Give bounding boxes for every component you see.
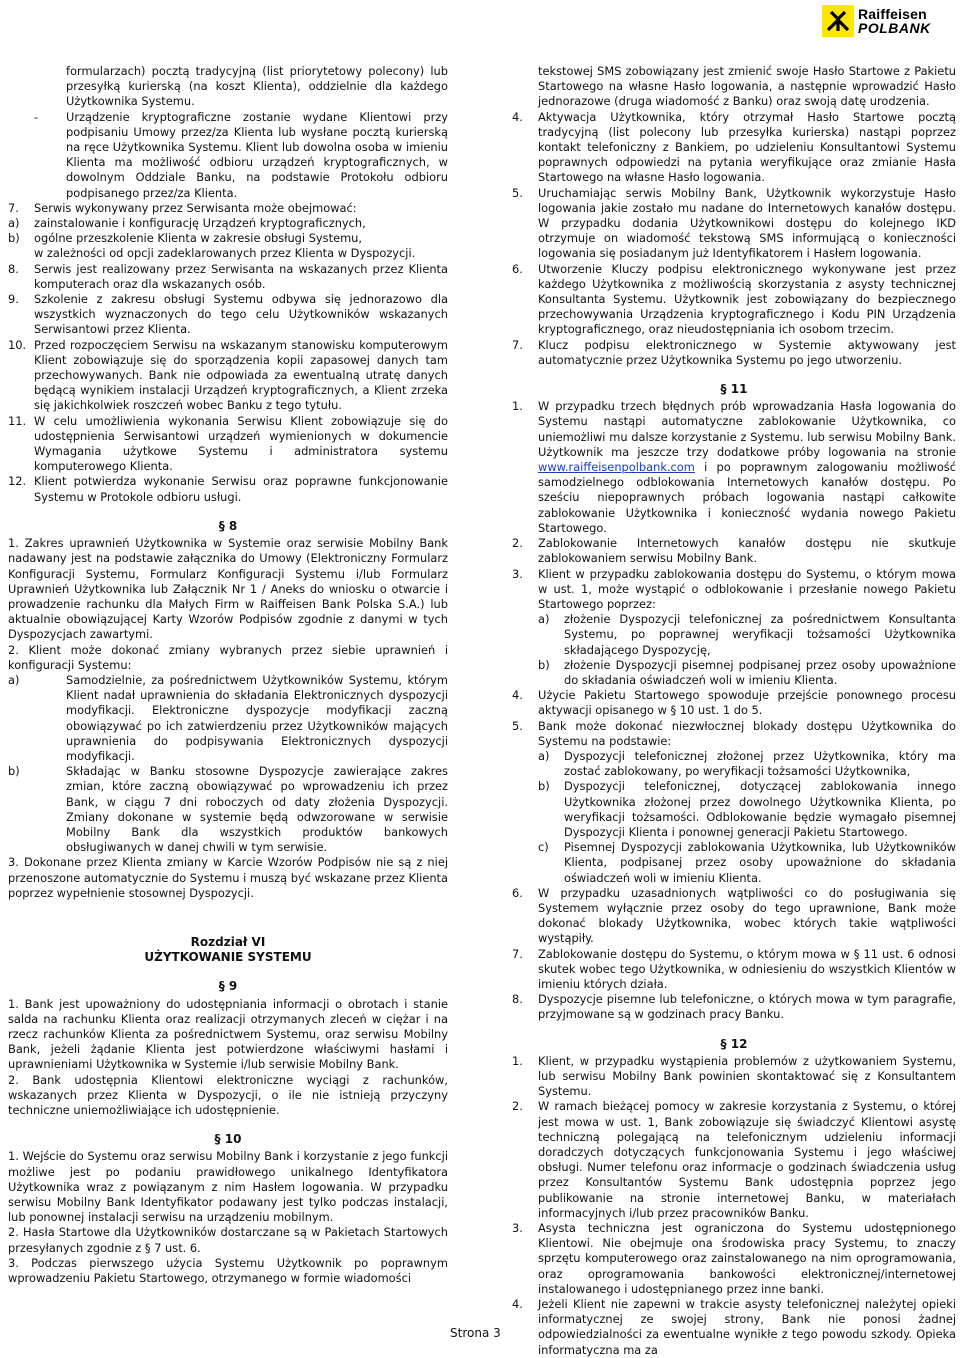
item-number: b): [538, 657, 550, 672]
item-text: Zablokowanie dostępu do Systemu, o którym mowa w § 11 ust. 6 odnosi skutek wobec tego Użytkownika, w odniesieniu do wszystkich Klientów w imieniu których działa.: [538, 946, 956, 991]
list-item: [512, 536, 956, 566]
item-number: 4.: [512, 688, 523, 703]
item-text: i po poprawnym zalogowaniu możliwość samodzielnego odblokowania Internetowych kanałów dostępu. Po sześciu niepoprawnych próbach logowania nastąpi całkowite zablokowanie Użytkownika i konieczność wydania nowego Pakietu Startowego.: [538, 460, 956, 535]
item-text: Hasła Startowe dla Użytkowników dostarczane są w Pakietach Startowych przesyłanych zgodnie z § 7 ust. 6.: [8, 1225, 448, 1255]
list-item: [512, 1297, 956, 1358]
item-number: a): [8, 672, 20, 687]
list-item: [512, 719, 956, 749]
item-number: 6.: [512, 261, 523, 276]
item-text: Jeżeli Klient nie zapewni w trakcie asysty telefonicznej należytej opieki informatycznej ze swojej strony, Bank nie ponosi żadnej odpowiedzialności za ewentualne wynikłe z tego powodu szkody. Opieka informatyczna ma za: [538, 1297, 956, 1357]
item-number: b): [538, 779, 550, 794]
list-item: [512, 1099, 956, 1221]
item-number: 8.: [512, 992, 523, 1007]
item-text: Bank udostępnia Klientowi elektroniczne wyciągi z rachunków, wskazanych przez Klienta w Dyspozycji, o ile nie istnieją przyczyny techniczne uniemożliwiające ich udostępnienie.: [8, 1072, 448, 1117]
item-text: Serwis jest realizowany przez Serwisanta na wskazanych przez Klienta komputerach oraz dla wskazanych osób.: [34, 261, 448, 291]
list-item: [512, 688, 956, 718]
list-item: [8, 997, 448, 1073]
item-text: Klient, w przypadku wystąpienia problemów z użytkowaniem Systemu, lub serwisu Mobilny Bank powinien skontaktować się z Konsultantem Systemu.: [538, 1053, 956, 1099]
item-text: Bank może dokonać niezwłocznej blokady dostępu Użytkownika do Systemu na podstawie:: [538, 718, 956, 748]
item-number: 2.: [512, 1099, 523, 1114]
item-text: W przypadku uzasadnionych wątpliwości co do posługiwania się Systemem wyłącznie przez osoby do tego uprawnione, Bank może dokonać blokady Użytkownika, wobec których takie wątpliwości wystąpiły.: [538, 885, 956, 946]
item-number: 7.: [512, 337, 523, 352]
right-column: [512, 64, 956, 1358]
item-text: Dyspozycji telefonicznej, dotyczącej zablokowania innego Użytkownika złożonej przez dowolnego Użytkownika Klienta, po weryfikacji tożsamości. Odblokowanie będzie wymagało pisemnej Dyspozycji Klienta i ponownej generacji Pakietu Startowego.: [564, 779, 956, 839]
list-item: [8, 1225, 448, 1255]
list-item: [512, 1054, 956, 1100]
website-link[interactable]: www.raiffeisenpolbank.com: [538, 460, 695, 475]
item-number: a): [8, 216, 20, 231]
item-text: Asysta techniczna jest ograniczona do Systemu udostępnionego Klientowi. Nie obejmuje ona środowiska pracy Systemu, to znaczy sprzętu komputerowego oraz zainstalowanego na nim oprogramowania, oraz oprogramowania bankowości elektronicznej/internetowej instalowanego i udostępnianego przez inne banki.: [538, 1221, 956, 1296]
item-number: 3.: [8, 1255, 32, 1270]
item-text: Zakres uprawnień Użytkownika w Systemie oraz serwisie Mobilny Bank nadawany jest na podstawie załącznika do Umowy (Elektroniczny Formularz Konfiguracji Systemu, Formularz Konfiguracji Systemu i/lub Formularz Uprawnień Użytkownika lub Załącznik Nr 1 / Aneks do wniosku o otwarcie i prowadzenie rachunku dla Małych Firm w Raiffeisen Bank Polska S.A.) lub aktualnie obowiązującej Karty Wzorów Podpisów zgodnie z danymi w tych Dyspozycjach zawartymi.: [8, 536, 448, 642]
item-text: złożenie Dyspozycji pisemnej podpisanej przez osoby upoważnione do składania oświadczeń woli w imieniu Klienta.: [564, 657, 956, 687]
item-text: Szkolenie z zakresu obsługi Systemu odbywa się jednorazowo dla wszystkich wyznaczonych do tego celu Użytkowników wskazanych Serwisantowi przez Klienta.: [34, 292, 448, 337]
item-text: formularzach) pocztą tradycyjną (list priorytetowy polecony) lub przesyłką kurierską (na koszt Klienta), oddzielnie dla każdego Użytkownika Systemu.: [66, 64, 448, 109]
item-number: 1.: [512, 1053, 523, 1068]
item-text: Utworzenie Kluczy podpisu elektronicznego wykonywane jest przez każdego Użytkownika z możliwością skorzystania z asysty technicznej Konsultanta Systemu. Użytkownik jest zobowiązany do bezpiecznego przechowywania Urządzenia kryptograficznego i Kodu PIN Urządzenia kryptograficznego, oraz nieudostępniania ich osobom trzecim.: [538, 261, 956, 337]
left-column: [8, 64, 448, 1286]
item-text: W przypadku trzech błędnych prób wprowadzania Hasła logowania do Systemu nastąpi automatyczne zablokowanie Użytkownika, co uniemożliwi mu dalsze korzystanie z Systemu. lub serwisu Mobilny Bank. Użytkownik ma jeszcze trzy dodatkowe próby logowania na stronie: [538, 399, 956, 459]
list-item: [512, 658, 956, 688]
item-number: 2.: [8, 642, 29, 657]
item-text: Bank jest upoważniony do udostępniania informacji o obrotach i stanie salda na rachunku Klienta oraz realizacji otrzymanych zleceń w ciężar i na rzecz rachunków Klienta za pośrednictwem Systemu, oraz serwisu Mobilny Bank, jeżeli żądanie Klienta jest potwierdzone właściwymi hasłami i uprawnieniami Użytkownika w Systemie i/lub serwisie Mobilny Bank.: [8, 996, 448, 1072]
item-number: 11.: [8, 413, 27, 428]
item-text: Dyspozycje pisemne lub telefoniczne, o których mowa w tym paragrafie, przyjmowane są w godzinach pracy Banku.: [538, 992, 956, 1022]
item-number: 4.: [512, 109, 523, 124]
list-item: [8, 338, 448, 414]
list-item: [8, 1256, 448, 1286]
item-text: Zablokowanie Internetowych kanałów dostępu nie skutkuje zablokowaniem serwisu Mobilny Bank.: [538, 536, 956, 566]
list-item: [8, 474, 448, 504]
item-number: 2.: [8, 1072, 33, 1087]
list-item: [512, 840, 956, 886]
page-number: Strona 3: [450, 1326, 501, 1340]
item-number: 12.: [8, 474, 27, 489]
item-number: a): [538, 748, 550, 763]
item-number: 2.: [8, 1225, 23, 1240]
item-text: Uruchamiając serwis Mobilny Bank, Użytkownik wykorzystuje Hasło logowania jakie zostało mu nadane do Internetowych kanałów dostępu. W przypadku dodania Użytkownikowi dostępu do kolejnego IKD otrzymuje on wiadomość tekstową SMS informującą o konieczności logowania się posiadanym już Identyfikatorem i Hasłem logowania.: [538, 185, 956, 261]
item-number: 1.: [512, 399, 523, 414]
list-item: [8, 673, 448, 764]
raiffeisen-gable-icon: [822, 5, 854, 37]
list-item: [8, 231, 448, 246]
item-number: 7.: [512, 946, 523, 961]
list-item: [8, 764, 448, 855]
list-item: [8, 292, 448, 338]
item-number: c): [538, 840, 549, 855]
item-number: 3.: [512, 1221, 523, 1236]
item-number: 5.: [512, 185, 523, 200]
item-text: Klient może dokonać zmiany wybranych przez siebie uprawnień i konfiguracji Systemu:: [8, 642, 448, 672]
item-text: Dokonane przez Klienta zmiany w Karcie Wzorów Podpisów nie są z niej przenoszone automatycznie do Systemu i muszą być wskazane przez Klienta poprzez wypełnienie stosownej Dyspozycji.: [8, 855, 449, 900]
list-item: [512, 262, 956, 338]
item-text: złożenie Dyspozycji telefonicznej za pośrednictwem Konsultanta Systemu, po poprawnej weryfikacji tożsamości Użytkownika składającego Dyspozycję,: [564, 612, 956, 657]
item-number: -: [34, 109, 39, 124]
list-item: [512, 567, 956, 613]
list-item: [8, 64, 448, 110]
item-number: a): [538, 612, 550, 627]
list-item: [512, 612, 956, 658]
item-number: 1.: [8, 536, 25, 551]
item-number: 3.: [512, 566, 523, 581]
item-text: Klient potwierdza wykonanie Serwisu oraz poprawne funkcjonowanie Systemu w Protokole odbioru usługi.: [34, 474, 448, 504]
item-text: Podczas pierwszego użycia Systemu Użytkownik po poprawnym wprowadzeniu Pakietu Startowego, otrzymanego w formie wiadomości: [8, 1255, 448, 1286]
list-item: [512, 749, 956, 779]
item-text: tekstowej SMS zobowiązany jest zmienić swoje Hasło Startowe z Pakietu Startowego na własne Hasło logowania, a następnie wprowadzić Hasło jednorazowe (druga wiadomość z Banku) oraz swoją datę urodzenia.: [538, 64, 956, 109]
item-text: Użycie Pakietu Startowego spowoduje przejście ponownego procesu aktywacji opisanego w § 10 ust. 1 do 5.: [538, 688, 956, 718]
list-item: [8, 414, 448, 475]
list-item: [512, 64, 956, 110]
list-item: [8, 855, 448, 901]
item-text: w zależności od opcji zadeklarowanych przez Klienta w Dyspozycji.: [34, 246, 416, 261]
item-text: Urządzenie kryptograficzne zostanie wydane Klientowi przy podpisaniu Umowy przez/za Klienta lub wysłane pocztą kurierską na ręce Użytkownika Systemu. Klient lub dowolna osoba w imieniu Klienta ma możliwość odbioru urządzeń kryptograficznych, w dowolnym Oddziale Banku, na podstawie Protokołu odbioru podpisanego przez/za Klienta.: [66, 109, 448, 200]
list-item: [8, 536, 448, 642]
item-number: 2.: [512, 536, 523, 551]
list-item: [512, 947, 956, 993]
chapter-title: UŻYTKOWANIE SYSTEMU: [144, 950, 312, 965]
item-number: 10.: [8, 337, 27, 352]
item-number: b): [8, 231, 20, 246]
chapter-number: Rozdział VI: [190, 934, 266, 949]
section-12-title: § 12: [720, 1036, 748, 1051]
item-number: 1.: [8, 1149, 23, 1164]
list-item: [8, 110, 448, 201]
list-item: [512, 186, 956, 262]
raiffeisen-polbank-logo: [822, 2, 954, 40]
list-item: [512, 338, 956, 368]
list-item: [512, 110, 956, 186]
list-item: [512, 992, 956, 1022]
item-text: Klucz podpisu elektronicznego w Systemie aktywowany jest automatycznie przez Użytkownika Systemu po jego utworzeniu.: [538, 337, 956, 367]
item-text: Dyspozycji telefonicznej złożonej przez Użytkownika, który ma zostać zablokowany, po weryfikacji tożsamości Użytkownika,: [564, 748, 956, 779]
section-9-title: § 9: [218, 979, 238, 994]
item-text: Pisemnej Dyspozycji zablokowania Użytkownika, lub Użytkowników Klienta, podpisanej przez osoby upoważnione do składania oświadczeń woli w imieniu Klienta.: [564, 840, 956, 885]
item-text: Klient w przypadku zablokowania dostępu do Systemu, o którym mowa w ust. 1, może wystąpić o odblokowanie i przesłanie nowego Pakietu Startowego poprzez:: [538, 566, 956, 611]
item-text: Składając w Banku stosowne Dyspozycje zawierające zakres zmian, które zaczną obowiązywać po wprowadzeniu ich przez Bank, w ciągu 7 dni roboczych od daty złożenia Dyspozycji. Zmiany dokonane w systemie będą odwzorowane w serwisie Mobilny Bank dla wszystkich produktów bankowych obsługiwanych w danej chwili w tym serwisie.: [66, 764, 448, 855]
item-text: Serwis wykonywany przez Serwisanta może obejmować:: [34, 200, 357, 215]
item-number: 8.: [8, 261, 19, 276]
list-item: [512, 779, 956, 840]
item-text: Aktywacja Użytkownika, który otrzymał Hasło Startowe pocztą tradycyjną (list polecony lub przesyłka kurierska) nastąpi poprzez kontakt telefoniczny z Bankiem, po udzieleniu Konsultantowi Systemu poprawnych odpowiedzi na pytania weryfikujące oraz zmianie Hasła Startowego na własne Hasło logowania.: [538, 109, 956, 185]
item-number: b): [8, 764, 20, 779]
item-number: 4.: [512, 1297, 523, 1312]
item-number: 6.: [512, 885, 523, 900]
item-text: W celu umożliwienia wykonania Serwisu Klient zobowiązuje się do udostępnienia Serwisantowi urządzeń wymienionych w dokumencie Wymagania użytkowe Systemu i administratora systemu komputerowego Klienta.: [34, 413, 448, 474]
logo-line2: POLBANK: [858, 20, 931, 36]
item-number: 7.: [8, 200, 19, 215]
item-text: zainstalowanie i konfigurację Urządzeń kryptograficznych,: [34, 216, 366, 231]
list-item: [8, 1073, 448, 1119]
list-item: [8, 262, 448, 292]
item-text: W ramach bieżącej pomocy w zakresie korzystania z Systemu, o której jest mowa w ust. 1, Bank zobowiązuje się świadczyć Klientowi asystę techniczną polegającą na telefonicznym udzieleniu informacji doradczych dotyczących funkcjonowania Systemu i jego właściwej obsługi. Numer telefonu oraz informacje o godzinach świadczenia usług przez Konsultantów Systemu Bank udostępnia poprzez jego publikowanie na stronie internetowej Banku, w materiałach informacyjnych i/lub przez pracowników Banku.: [538, 1099, 956, 1220]
list-item: [8, 1149, 448, 1225]
list-item: [8, 216, 448, 231]
item-number: 5.: [512, 718, 523, 733]
item-text: Wejście do Systemu oraz serwisu Mobilny Bank i korzystanie z jego funkcji możliwe jest po podaniu prawidłowego unikalnego Identyfikatora Użytkownika wraz z powiązanym z nim Hasłem logowania. W przypadku serwisu Mobilny Bank Identyfikator podawany jest tylko podczas instalacji, lub ponownej instalacji serwisu na urządzeniu mobilnym.: [8, 1149, 448, 1225]
item-text: Przed rozpoczęciem Serwisu na wskazanym stanowisku komputerowym Klient zobowiązuje się do sporządzenia kopii zapasowej danych tam przechowywanych. Bank nie odpowiada za ewentualną utratę danych będącą wynikiem instalacji Urządzeń kryptograficznych, a Klient zrzeka się jakichkolwiek roszczeń wobec Banku z tego tytułu.: [34, 337, 448, 413]
section-11-title: § 11: [720, 382, 748, 397]
item-number: 1.: [8, 996, 25, 1011]
section-8-title: § 8: [218, 518, 238, 533]
section-10-title: § 10: [214, 1132, 242, 1147]
item-text: ogólne przeszkolenie Klienta w zakresie obsługi Systemu,: [34, 231, 363, 246]
list-item: [8, 643, 448, 673]
list-item: [512, 399, 956, 536]
item-text: Samodzielnie, za pośrednictwem Użytkowników Systemu, którym Klient nadał uprawnienia do składania Elektronicznych dyspozycji modyfikacji. Elektroniczne dyspozycje modyfikacji zaczną obowiązywać po ich zatwierdzeniu przez Użytkowników mających uprawnienia do podpisywania Elektronicznych dyspozycji modyfikacji.: [66, 672, 448, 763]
item-number: 3.: [8, 855, 24, 870]
list-item: [512, 1221, 956, 1297]
logo-line1: Raiffeisen: [858, 6, 927, 22]
list-item: [8, 201, 448, 216]
list-item: [512, 886, 956, 947]
item-number: 9.: [8, 292, 19, 307]
list-item: [8, 246, 448, 261]
